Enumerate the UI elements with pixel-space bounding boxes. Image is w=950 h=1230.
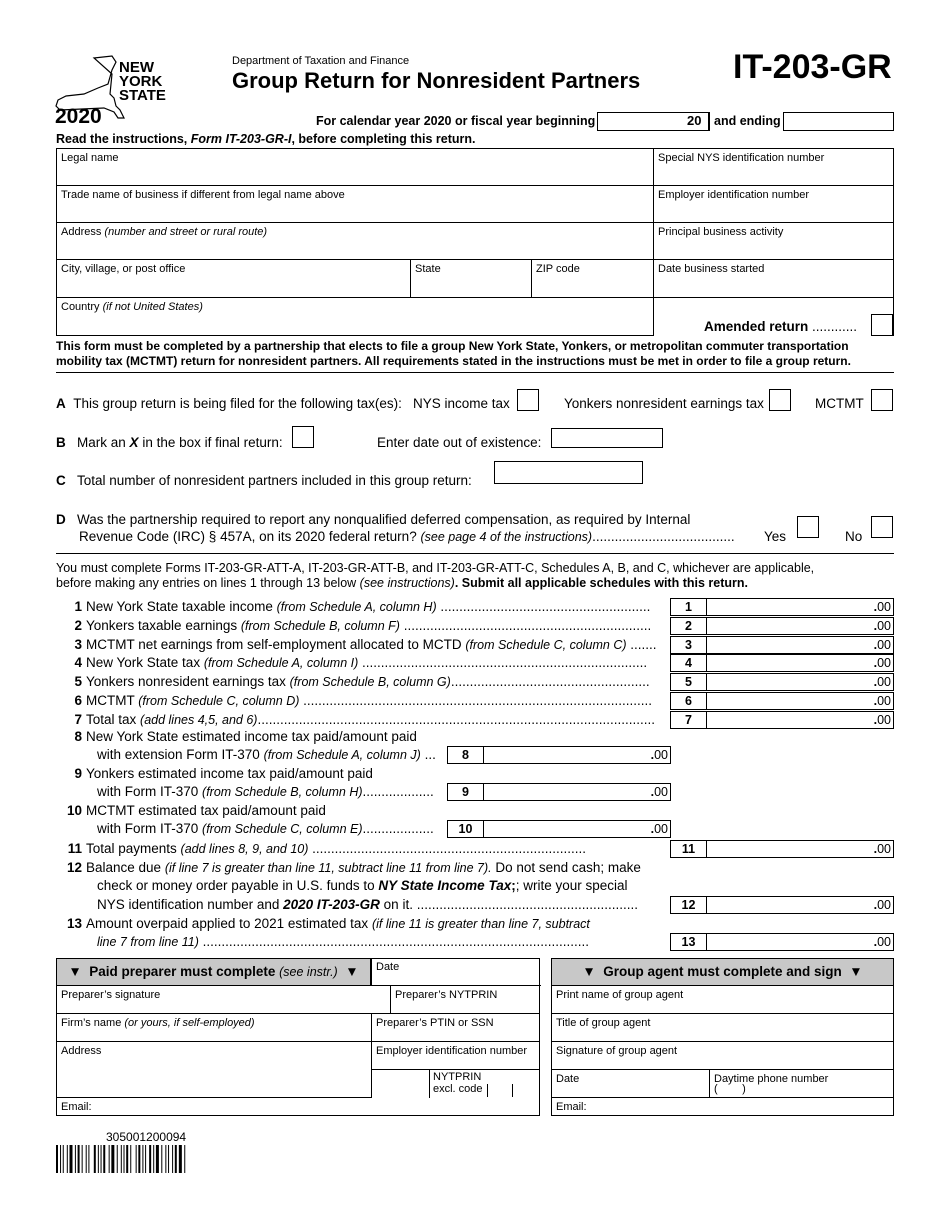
preparer-ptin-field[interactable]: Preparer’s PTIN or SSN — [371, 1014, 540, 1042]
trade-name-field[interactable]: Trade name of business if different from legal name above — [57, 186, 653, 223]
date-out-of-existence-label: Enter date out of existence: — [377, 435, 542, 450]
fiscal-end-input[interactable] — [783, 112, 894, 131]
agent-section-header: ▼ Group agent must complete and sign ▼ — [551, 958, 894, 986]
agent-date-field[interactable]: Date — [552, 1070, 709, 1098]
line-6-label: 6 MCTMT (from Schedule C, column D) ............................................................................................. — [74, 693, 652, 708]
barcode-bar — [111, 1145, 114, 1173]
state-field[interactable]: State — [411, 260, 532, 298]
barcode — [56, 1145, 241, 1176]
barcode-bar — [75, 1145, 76, 1173]
principal-activity-field[interactable]: Principal business activity — [653, 223, 894, 260]
legal-name-field[interactable]: Legal name — [57, 149, 653, 186]
firm-name-field[interactable]: Firm’s name (or yours, if self-employed) — [57, 1014, 371, 1042]
special-id-field[interactable]: Special NYS identification number — [653, 149, 894, 186]
read-instructions: Read the instructions, Form IT-203-GR-I, before completing this return. — [56, 132, 476, 146]
amended-return-checkbox[interactable] — [871, 314, 893, 336]
preparer-section — [56, 958, 540, 1116]
barcode-bar — [184, 1145, 185, 1173]
barcode-bar — [136, 1145, 137, 1173]
country-field[interactable]: Country (if not United States) — [57, 298, 653, 336]
line-9-label-2: with Form IT-370 (from Schedule B, column H)................... — [97, 784, 434, 799]
line-6-amount-field[interactable]: 6 .00 — [670, 692, 894, 710]
line-13-label-2: line 7 from line 11) ....................................................................................................... — [97, 934, 589, 949]
agent-signature-field[interactable]: Signature of group agent — [552, 1042, 893, 1070]
preparer-date-field[interactable]: Date — [371, 958, 541, 986]
preparer-ein-field[interactable]: Employer identification number — [371, 1042, 540, 1070]
barcode-bar — [56, 1145, 58, 1173]
agent-print-name-field[interactable]: Print name of group agent — [552, 986, 893, 1014]
barcode-bar — [172, 1145, 173, 1173]
barcode-bar — [161, 1145, 162, 1173]
question-a: A This group return is being filed for the following tax(es): — [56, 396, 402, 411]
preparer-signature-field[interactable]: Preparer’s signature — [57, 986, 390, 1014]
final-return-checkbox[interactable] — [292, 426, 314, 448]
ein-field[interactable]: Employer identification number — [653, 186, 894, 223]
nys-income-tax-label: NYS income tax — [413, 396, 510, 411]
line-9-amount-field[interactable]: 9 .00 — [447, 783, 671, 801]
barcode-bar — [109, 1145, 110, 1173]
barcode-bar — [145, 1145, 146, 1173]
barcode-icon — [56, 1145, 241, 1173]
barcode-bar — [179, 1145, 182, 1173]
barcode-bar — [94, 1145, 96, 1173]
preparer-address-field[interactable]: Address — [57, 1042, 371, 1098]
excl-code-input[interactable] — [487, 1084, 513, 1097]
barcode-bar — [121, 1145, 122, 1173]
preparer-email-field[interactable]: Email: — [61, 1101, 92, 1113]
logo-word-york: YORK — [119, 73, 163, 90]
line-11-label: 11 Total payments (add lines 8, 9, and 10) ......................................................................... — [67, 841, 586, 856]
line-3-amount-field[interactable]: 3 .00 — [670, 636, 894, 654]
logo-word-new: NEW — [119, 59, 154, 76]
barcode-bar — [153, 1145, 154, 1173]
address-field[interactable]: Address (number and street or rural route) — [57, 223, 653, 260]
yonkers-tax-label: Yonkers nonresident earnings tax — [564, 396, 764, 411]
deferred-comp-no-label: No — [845, 529, 863, 544]
barcode-bar — [70, 1145, 73, 1173]
and-ending-label: and ending — [714, 114, 781, 128]
logo-word-state: STATE — [119, 87, 166, 104]
line-10-label: 10 MCTMT estimated tax paid/amount paid — [66, 803, 326, 818]
amended-return-label: Amended return ............ — [704, 319, 858, 334]
barcode-bar — [78, 1145, 80, 1173]
barcode-bar — [165, 1145, 166, 1173]
line-5-label: 5 Yonkers nonresident earnings tax (from Schedule B, column G)..................................................... — [74, 674, 650, 689]
barcode-bar — [67, 1145, 68, 1173]
line-4-amount-field[interactable]: 4 .00 — [670, 654, 894, 672]
question-d: D Was the partnership required to report any nonqualified deferred compensation, as required by Internal — [56, 512, 691, 527]
agent-section — [551, 958, 894, 1116]
line-8-label: 8 New York State estimated income tax paid/amount paid — [74, 729, 417, 744]
deferred-comp-no-checkbox[interactable] — [871, 516, 893, 538]
line-12-label: 12 Balance due (if line 7 is greater than line 11, subtract line 11 from line 7). Do not send cash; make — [66, 860, 641, 875]
form-title: Group Return for Nonresident Partners — [232, 68, 641, 93]
deferred-comp-yes-label: Yes — [764, 529, 787, 544]
line-13-label: 13 Amount overpaid applied to 2021 estimated tax (if line 11 is greater than line 7, subtract — [66, 916, 590, 931]
barcode-bar — [117, 1145, 118, 1173]
line-12-amount-field[interactable]: 12 .00 — [670, 896, 894, 914]
city-field[interactable]: City, village, or post office — [57, 260, 411, 298]
schedules-note: You must complete Forms IT-203-GR-ATT-A, IT-203-GR-ATT-B, and IT-203-GR-ATT-C, Schedules A, B, and C, whichever are applicable, before making any entries on lines 1 through 13 below (see instructions). Submit all applicable schedules with this return. — [56, 561, 815, 590]
down-triangle-icon: ▼ — [345, 964, 359, 979]
line-4-label: 4 New York State tax (from Schedule A, column I) ............................................................................ — [74, 655, 648, 670]
preparer-section-header: ▼ Paid preparer must complete (see instr.) ▼ — [56, 958, 371, 986]
nytprin-excl-code-label: NYTPRIN excl. code — [433, 1071, 483, 1095]
intro-statement: This form must be completed by a partnership that elects to file a group New York State, Yonkers, or metropolitan commuter transportation mobility tax (MCTMT) return for nonresident partners. All requirements stated in the instructions must be met in order to file a group return. — [56, 339, 851, 368]
line-12-label-2: check or money order payable in U.S. funds to NY State Income Tax;; write your special — [97, 878, 628, 893]
line-12-label-3: NYS identification number and 2020 IT-203-GR on it. ........................................................... — [97, 897, 638, 912]
barcode-number: 305001200094 — [106, 1130, 187, 1144]
line-7-label: 7 Total tax (add lines 4,5, and 6).......................................................................................................... — [74, 712, 656, 727]
barcode-bar — [175, 1145, 177, 1173]
barcode-bar — [149, 1145, 151, 1173]
down-triangle-icon: ▼ — [582, 964, 596, 979]
barcode-bar — [124, 1145, 125, 1173]
nonresident-partners-count-input[interactable] — [494, 461, 643, 484]
department-name: Department of Taxation and Finance — [232, 55, 410, 67]
barcode-bar — [98, 1145, 99, 1173]
barcode-bar — [142, 1145, 143, 1173]
barcode-bar — [63, 1145, 64, 1173]
line-9-label: 9 Yonkers estimated income tax paid/amount paid — [74, 766, 373, 781]
agent-email-field[interactable]: Email: — [556, 1101, 587, 1113]
line-8-label-2: with extension Form IT-370 (from Schedule A, column J) ... — [97, 747, 436, 762]
line-13-amount-field[interactable]: 13 .00 — [670, 933, 894, 951]
question-d-line2: Revenue Code (IRC) § 457A, on its 2020 federal return? (see page 4 of the instructions)...................................... — [79, 529, 735, 544]
calendar-year-label: For calendar year 2020 or fiscal year beginning — [316, 114, 596, 128]
year-prefix: 20 — [687, 113, 702, 128]
form-id: IT-203-GR — [733, 48, 892, 86]
line-7-amount-field[interactable]: 7 .00 — [670, 711, 894, 729]
nys-income-tax-checkbox[interactable] — [517, 389, 539, 411]
question-b: B Mark an X in the box if final return: — [56, 435, 283, 450]
line-1-amount-field[interactable]: 1 .00 — [670, 598, 894, 616]
line-11-amount-field[interactable]: 11 .00 — [670, 840, 894, 858]
mctmt-label: MCTMT — [815, 396, 864, 411]
agent-phone-field[interactable]: Daytime phone number ( ) — [709, 1070, 893, 1098]
question-c: C Total number of nonresident partners included in this group return: — [56, 473, 472, 488]
barcode-bar — [86, 1145, 87, 1173]
date-started-field[interactable]: Date business started — [653, 260, 894, 298]
line-2-label: 2 Yonkers taxable earnings (from Schedule B, column F) .................................................................. — [74, 618, 652, 633]
barcode-bar — [82, 1145, 83, 1173]
barcode-bar — [168, 1145, 169, 1173]
barcode-bar — [126, 1145, 128, 1173]
barcode-bar — [138, 1145, 140, 1173]
mctmt-checkbox[interactable] — [871, 389, 893, 411]
barcode-bar — [101, 1145, 102, 1173]
down-triangle-icon: ▼ — [849, 964, 863, 979]
zip-field[interactable]: ZIP code — [532, 260, 653, 298]
line-5-amount-field[interactable]: 5 .00 — [670, 673, 894, 691]
yonkers-tax-checkbox[interactable] — [769, 389, 791, 411]
form-year: 2020 — [55, 105, 102, 128]
barcode-bar — [156, 1145, 159, 1173]
barcode-bar — [103, 1145, 105, 1173]
deferred-comp-yes-checkbox[interactable] — [797, 516, 819, 538]
down-triangle-icon: ▼ — [68, 964, 82, 979]
date-out-of-existence-input[interactable] — [551, 428, 663, 448]
line-10-amount-field[interactable]: 10 .00 — [447, 820, 671, 838]
identification-grid — [56, 148, 894, 336]
line-3-label: 3 MCTMT net earnings from self-employment allocated to MCTD (from Schedule C, column C) ....... — [74, 637, 657, 652]
line-10-label-2: with Form IT-370 (from Schedule C, column E)................... — [97, 821, 434, 836]
line-2-amount-field[interactable]: 2 .00 — [670, 617, 894, 635]
barcode-bar — [60, 1145, 61, 1173]
preparer-nytprin-field[interactable]: Preparer’s NYTPRIN — [390, 986, 540, 1014]
agent-title-field[interactable]: Title of group agent — [552, 1014, 893, 1042]
line-1-label: 1 New York State taxable income (from Schedule A, column H) ........................................................ — [74, 599, 651, 614]
barcode-bar — [130, 1145, 131, 1173]
line-8-amount-field[interactable]: 8 .00 — [447, 746, 671, 764]
barcode-bar — [88, 1145, 89, 1173]
